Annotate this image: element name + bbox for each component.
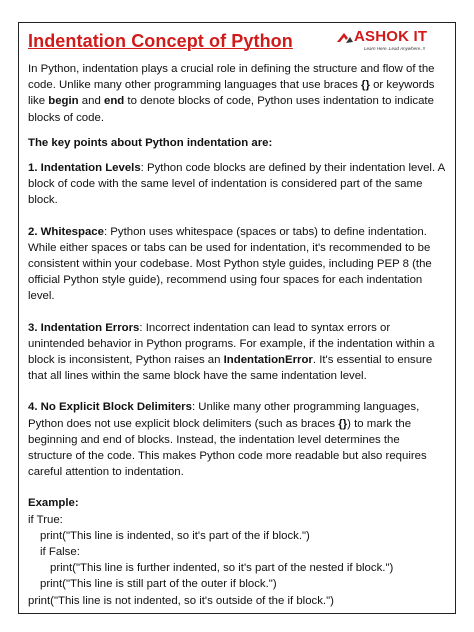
key-points-heading: The key points about Python indentation are: — [28, 136, 273, 149]
brand-logo — [336, 28, 454, 62]
point-indentation-levels: 1. Indentation Levels: Python code blocks are defined by their indentation level. A block of code with the same level of indentation is considered part of the same block. — [28, 162, 445, 207]
page-title: Indentation Concept of Python — [28, 31, 293, 51]
example-heading: Example: — [28, 497, 79, 510]
intro-paragraph: In Python, indentation plays a crucial role in defining the structure and flow of the code. Unlike many other programming languages that use braces {} or keywords like begin and end to denote blocks of code, Python uses indentation to indicate blocks of code. — [28, 63, 435, 124]
code-line: if False: — [40, 546, 80, 559]
point-indentation-errors: 3. Indentation Errors: Incorrect indentation can lead to syntax errors or unintended behavior in Python programs. For example, if the indentation within a block is inconsistent, Python raises an IndentationError. It's essential to ensure that all lines within the same block have the same indentation level. — [28, 321, 435, 383]
example-code — [28, 512, 446, 609]
document-body — [28, 61, 446, 609]
code-line: print("This line is still part of the outer if block.") — [40, 578, 277, 591]
point-whitespace: 2. Whitespace: Python uses whitespace (spaces or tabs) to define indentation. While either spaces or tabs can be used for indentation, it's recommended to be consistent within your codebase. Most Python style guides, including PEP 8 (the official Python style guide), recommend using four spaces for each indentation level. — [28, 225, 432, 303]
logo-tagline: Learn Here..Lead Anywhere..!! — [364, 46, 426, 51]
code-line: print("This line is indented, so it's part of the if block.") — [40, 529, 310, 542]
code-line: print("This line is further indented, so it's part of the nested if block.") — [50, 562, 394, 575]
point-no-block-delimiters: 4. No Explicit Block Delimiters: Unlike many other programming languages, Python does not use explicit block delimiters (such as braces {}) to mark the beginning and end of blocks. Instead, the indentation level determines the structure of the code. This makes Python code more readable but also requires careful attention to indentation. — [28, 401, 427, 479]
code-line: print("This line is not indented, so it's outside of the if block.") — [28, 594, 334, 607]
logo-mark-icon — [336, 30, 354, 48]
code-line: if True: — [28, 513, 63, 526]
logo-text: ASHOK IT — [354, 28, 428, 45]
